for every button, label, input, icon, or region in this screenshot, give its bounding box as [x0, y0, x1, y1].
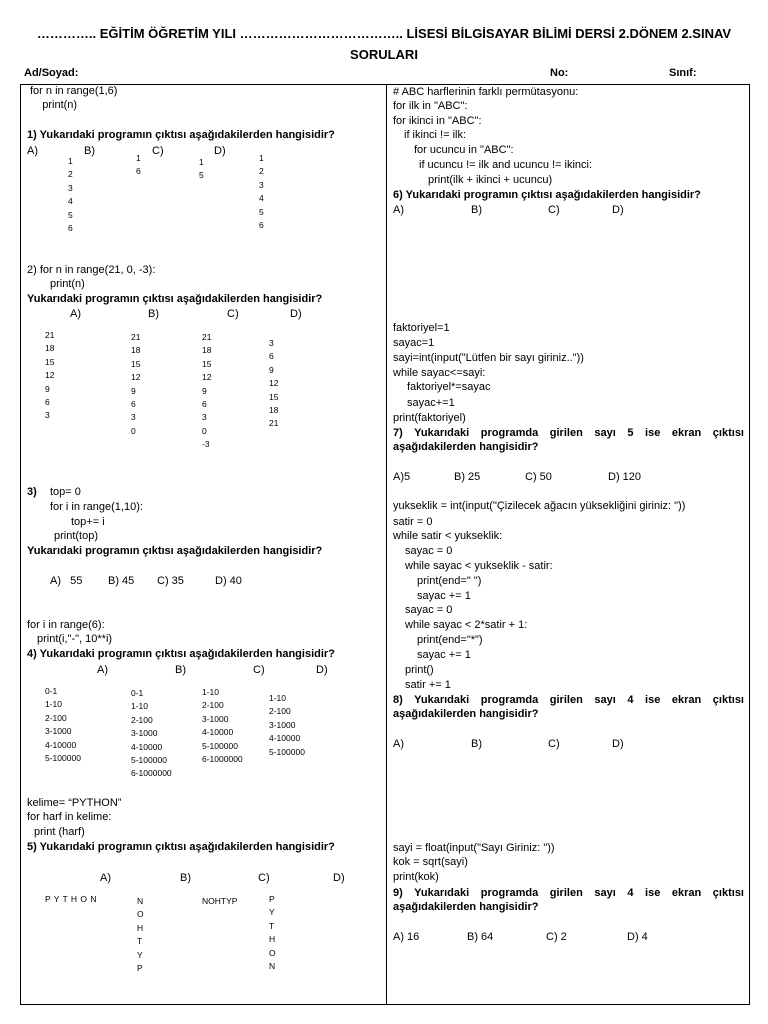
- q4-option-c-label: C): [253, 664, 265, 676]
- value: H: [137, 922, 144, 933]
- value: P: [137, 963, 143, 974]
- value: 1-10: [45, 699, 63, 710]
- value: 15: [202, 358, 212, 369]
- q8-code-line: sayac = 0: [405, 604, 453, 616]
- q3-code-line: top= 0: [50, 486, 81, 498]
- q7-code-line: sayac+=1: [407, 397, 455, 409]
- value: 3: [202, 412, 207, 423]
- value: 2-100: [269, 706, 291, 717]
- q5-code-line: for harf in kelime:: [27, 811, 112, 823]
- q7-code-line: print(faktoriyel): [393, 412, 466, 424]
- q5-code-line: kelime= “PYTHON”: [27, 797, 122, 809]
- q8-option-b: B): [471, 738, 482, 750]
- q9-code-line: sayi = float(input("Sayı Giriniz: ")): [393, 842, 555, 854]
- value: 5-100000: [131, 755, 167, 766]
- q3-number: 3): [27, 486, 37, 498]
- q2-option-c-label: C): [227, 308, 239, 320]
- value: N: [137, 896, 144, 906]
- q6-code-line: print(ilk + ikinci + ucuncu): [428, 174, 553, 186]
- value: 18: [45, 343, 55, 354]
- value: 15: [131, 358, 141, 369]
- q5-option-c-label: C): [258, 872, 270, 884]
- value: 6: [68, 223, 73, 234]
- q8-option-a: A): [393, 738, 404, 750]
- q6-code-line: for ikinci in "ABC":: [393, 115, 482, 127]
- value: 2-100: [45, 712, 67, 723]
- q4-option-b-label: B): [175, 664, 186, 676]
- value: 4-10000: [269, 733, 301, 744]
- q1-option-b-label: B): [84, 145, 95, 157]
- value: 5-100000: [202, 740, 238, 751]
- q8-code-line: satir = 0: [393, 516, 433, 528]
- q7-option-a: A)5: [393, 471, 411, 483]
- value: 21: [202, 332, 212, 342]
- q8-code-line: sayac += 1: [417, 590, 471, 602]
- q9-option-b: B) 64: [467, 931, 494, 943]
- q4-code-line: for i in range(6):: [27, 619, 105, 631]
- value: T: [137, 936, 143, 947]
- q7-code-line: sayac=1: [393, 337, 435, 349]
- q2-option-a-label: A): [70, 308, 81, 320]
- q6-question: 6) Yukarıdaki programın çıktısı aşağıdakilerden hangisidir?: [393, 189, 701, 201]
- value: 5: [259, 206, 264, 217]
- q3-option-a: A) 55: [50, 575, 83, 587]
- q2-option-d-values: [269, 337, 278, 431]
- value: 1-10: [269, 693, 287, 703]
- value: 4-10000: [45, 739, 77, 750]
- q7-code-line: faktoriyel*=sayac: [407, 381, 491, 393]
- q9-code-line: print(kok): [393, 871, 439, 883]
- q5-option-d-values: [269, 893, 276, 973]
- q8-code-line: while sayac < yukseklik - satir:: [405, 560, 553, 572]
- q6-code-line: for ucuncu in "ABC":: [414, 144, 514, 156]
- q7-question: 7) Yukarıdaki programda girilen sayı 5 ise ekran çıktısı aşağıdakilerden hangisidir?: [393, 427, 744, 453]
- q2-code-line: print(n): [50, 278, 85, 290]
- value: 6: [259, 220, 264, 231]
- value: 5-100000: [45, 753, 81, 764]
- value: 3-1000: [202, 713, 229, 724]
- value: 2-100: [202, 700, 224, 711]
- q1-option-d-values: [259, 152, 264, 232]
- q2-option-a-values: [45, 329, 54, 423]
- value: 3: [68, 182, 73, 193]
- value: 15: [45, 356, 55, 367]
- value: 5: [199, 170, 204, 181]
- value: 4: [68, 196, 73, 207]
- q2-question: Yukarıdaki programın çıktısı aşağıdakilerden hangisidir?: [27, 293, 323, 305]
- value: 1-10: [131, 701, 149, 712]
- value: 1: [68, 156, 73, 166]
- q8-code-line: print(end=" "): [417, 575, 482, 587]
- q4-option-c-values: [202, 686, 243, 766]
- q3-code-line: for i in range(1,10):: [50, 501, 143, 513]
- q8-code-line: print(end="*"): [417, 634, 483, 646]
- value: 3: [259, 179, 264, 190]
- q9-question: 9) Yukarıdaki programda girilen sayı 4 ise ekran çıktısı aşağıdakilerden hangisidir?: [393, 887, 744, 913]
- value: 6-1000000: [202, 754, 243, 765]
- q1-question: 1) Yukarıdaki programın çıktısı aşağıdakilerden hangisidir?: [27, 129, 335, 141]
- q7-option-c: C) 50: [525, 471, 552, 483]
- value: 1: [259, 153, 264, 163]
- value: 3-1000: [269, 719, 296, 730]
- q5-option-b-label: B): [180, 872, 191, 884]
- q6-option-c: C): [548, 204, 560, 216]
- column-divider: [386, 84, 387, 1004]
- q2-option-d-label: D): [290, 308, 302, 320]
- q7-code-line: while sayac<=sayi:: [393, 367, 486, 379]
- q7-code-line: sayi=int(input("Lütfen bir sayı giriniz..")): [393, 352, 584, 364]
- q8-option-c: C): [548, 738, 560, 750]
- value: Y: [269, 907, 275, 918]
- value: 3-1000: [131, 728, 158, 739]
- value: 4-10000: [202, 727, 234, 738]
- q1-option-a-values: [68, 155, 73, 235]
- q8-code-line: while sayac < 2*satir + 1:: [405, 619, 528, 631]
- value: 2-100: [131, 714, 153, 725]
- q2-option-b-values: [131, 331, 140, 438]
- value: 21: [269, 418, 279, 429]
- value: 3: [269, 338, 274, 348]
- q6-option-b: B): [471, 204, 482, 216]
- q5-option-d-label: D): [333, 872, 345, 884]
- value: 9: [269, 364, 274, 375]
- q7-option-d: D) 120: [608, 471, 642, 483]
- value: 1-10: [202, 687, 220, 697]
- value: 12: [45, 370, 55, 381]
- value: 5-100000: [269, 746, 305, 757]
- value: O: [137, 909, 144, 920]
- value: 6: [202, 399, 207, 410]
- q4-code-line: print(i,"-", 10**i): [37, 633, 113, 645]
- value: 15: [269, 391, 279, 402]
- value: T: [269, 920, 275, 931]
- q5-question: 5) Yukarıdaki programın çıktısı aşağıdakilerden hangisidir?: [27, 841, 335, 853]
- q1-option-b-values: [136, 152, 141, 179]
- value: 4-10000: [131, 741, 163, 752]
- value: 6-1000000: [131, 768, 172, 779]
- q8-question: 8) Yukarıdaki programda girilen sayı 4 ise ekran çıktısı aşağıdakilerden hangisidir?: [393, 694, 744, 720]
- value: 6: [269, 351, 274, 362]
- value: H: [269, 934, 276, 945]
- value: P: [269, 894, 275, 904]
- value: 1: [199, 157, 204, 167]
- value: 12: [131, 372, 141, 383]
- q2-code-line: 2) for n in range(21, 0, -3):: [27, 264, 156, 276]
- value: 3: [131, 412, 136, 423]
- q6-code-line: if ucuncu != ilk and ucuncu != ikinci:: [419, 159, 593, 171]
- q4-option-d-values: [269, 692, 305, 759]
- value: 3-1000: [45, 726, 72, 737]
- q8-option-d: D): [612, 738, 624, 750]
- value: 5: [68, 209, 73, 220]
- q6-option-d: D): [612, 204, 624, 216]
- exam-title-line2: SORULARI: [350, 47, 418, 62]
- q9-option-a: A) 16: [393, 931, 420, 943]
- value: 6: [45, 397, 50, 408]
- q4-option-a-values: [45, 685, 81, 765]
- value: 0: [131, 425, 136, 436]
- q9-code-line: kok = sqrt(sayi): [393, 856, 468, 868]
- q6-code-line: if ikinci != ilk:: [404, 129, 467, 141]
- number-label: No:: [550, 67, 569, 79]
- value: 0-1: [45, 686, 58, 696]
- value: 9: [131, 385, 136, 396]
- q9-option-c: C) 2: [546, 931, 567, 943]
- class-label: Sınıf:: [669, 67, 697, 79]
- name-label: Ad/Soyad:: [24, 67, 79, 79]
- value: 2: [259, 166, 264, 177]
- q2-option-b-label: B): [148, 308, 159, 320]
- q8-code-line: while satir < yukseklik:: [393, 530, 503, 542]
- q4-option-b-values: [131, 687, 172, 781]
- q8-code-line: satir += 1: [405, 679, 451, 691]
- value: -3: [202, 439, 210, 450]
- q4-question: 4) Yukarıdaki programın çıktısı aşağıdakilerden hangisidir?: [27, 648, 335, 660]
- q6-code-line: # ABC harflerinin farklı permütasyonu:: [393, 86, 579, 98]
- value: 6: [131, 399, 136, 410]
- q9-option-d: D) 4: [627, 931, 648, 943]
- value: 9: [45, 383, 50, 394]
- value: 12: [269, 378, 279, 389]
- q7-option-b: B) 25: [454, 471, 481, 483]
- q3-option-b: B) 45: [108, 575, 135, 587]
- value: N: [269, 961, 276, 972]
- q8-code-line: print(): [405, 664, 434, 676]
- q1-option-a-label: A): [27, 145, 38, 157]
- value: 2: [68, 169, 73, 180]
- q6-code-line: for ilk in "ABC":: [393, 100, 468, 112]
- q1-option-c-label: C): [152, 145, 164, 157]
- q5-option-b-values: [137, 895, 144, 975]
- q1-option-d-label: D): [214, 145, 226, 157]
- value: 9: [202, 385, 207, 396]
- q5-option-a-label: A): [100, 872, 111, 884]
- q1-code-line: for n in range(1,6): [30, 85, 118, 97]
- q5-option-c-value: NOHTYP: [202, 896, 238, 906]
- q1-option-c-values: [199, 156, 204, 183]
- q3-question: Yukarıdaki programın çıktısı aşağıdakilerden hangisidir?: [27, 545, 323, 557]
- value: 3: [45, 410, 50, 421]
- q3-code-line: top+= i: [71, 516, 105, 528]
- q4-option-a-label: A): [97, 664, 108, 676]
- value: 21: [45, 330, 55, 340]
- q7-code-line: faktoriyel=1: [393, 322, 450, 334]
- q8-code-line: sayac += 1: [417, 649, 471, 661]
- exam-title-line1: ………….. EĞİTİM ÖĞRETİM YILI ……………………………….. LİSESİ BİLGİSAYAR BİLİMİ DERSİ 2.DÖNEM 2.SINAV: [36, 26, 732, 41]
- q3-option-c: C) 35: [157, 575, 184, 587]
- value: 1: [136, 153, 141, 163]
- q8-code-line: yukseklik = int(input("Çizilecek ağacın yüksekliğini giriniz: ")): [393, 500, 686, 512]
- value: 0: [202, 425, 207, 436]
- q4-option-d-label: D): [316, 664, 328, 676]
- q5-option-a-value: P Y T H O N: [45, 894, 97, 904]
- q2-option-c-values: [202, 331, 211, 452]
- value: 18: [269, 405, 279, 416]
- q8-code-line: sayac = 0: [405, 545, 453, 557]
- value: 0-1: [131, 688, 144, 698]
- q3-option-d: D) 40: [215, 575, 242, 587]
- q3-code-line: print(top): [54, 530, 99, 542]
- value: 18: [202, 345, 212, 356]
- value: 4: [259, 193, 264, 204]
- q5-code-line: print (harf): [34, 826, 85, 838]
- value: 6: [136, 166, 141, 177]
- value: Y: [137, 949, 143, 960]
- q6-option-a: A): [393, 204, 404, 216]
- value: O: [269, 947, 276, 958]
- q1-code-line: print(n): [30, 99, 78, 111]
- value: 21: [131, 332, 141, 342]
- value: 18: [131, 345, 141, 356]
- value: 12: [202, 372, 212, 383]
